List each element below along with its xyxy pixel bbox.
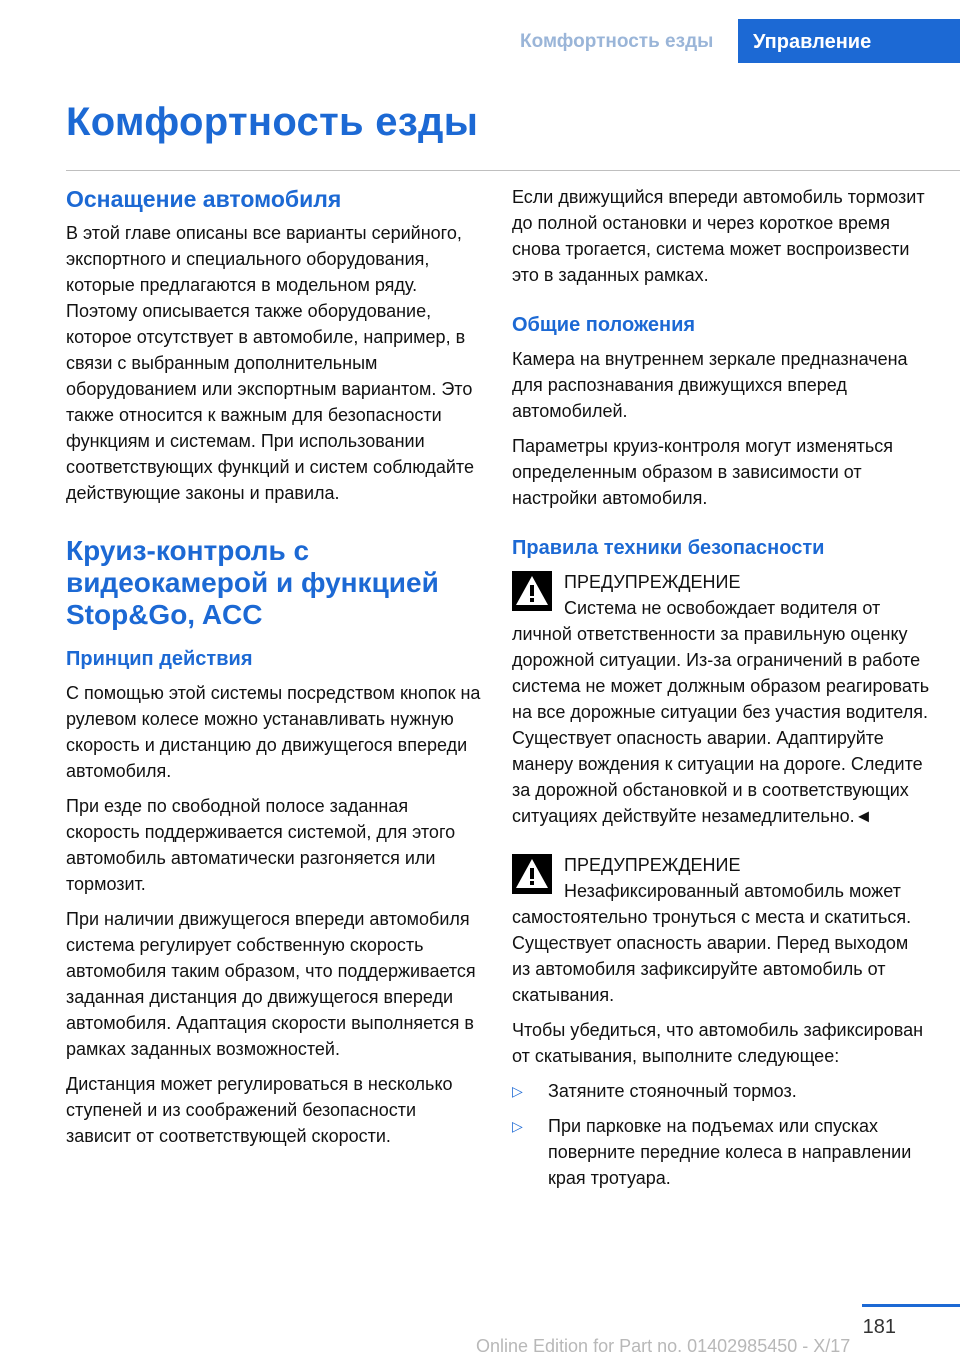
warning-block-1 [512,569,930,619]
list-item-text: Затяните стояночный тормоз. [548,1081,797,1101]
paragraph-general-1: Камера на внутреннем зеркале предназначена для распознавания движущихся вперед автомобилей. [512,349,908,421]
header-chapter-tab: Управление [738,19,960,63]
footer-edition: Online Edition for Part no. 01402985450 - X/17 [476,1336,851,1356]
right-column [512,184,930,1200]
warning-triangle-icon [512,854,552,894]
paragraph-principle-2: При езде по свободной полосе заданная скорость поддерживается системой, для этого автомобиль автоматически разгоняется или тормозит. [66,796,456,894]
subheading-safety: Правила техники безопасности [512,537,825,559]
section-heading-acc: Круиз-контроль с видеокамерой и функцией Stop&Go, ACC [66,535,439,630]
warning-text-2: Незафиксированный автомобиль может самостоятельно тронуться с места и скатиться. Существует опасность аварии. Перед выходом из автомобиля зафиксируйте автомобиль от скатывания. [512,881,912,1005]
page-number: 181 [862,1316,896,1338]
paragraph-principle-3: При наличии движущегося впереди автомобиля система регулирует собственную скорость автомобиля таким образом, что поддерживается заданная дистанция до движущегося впереди автомобиля. Адаптация скорости выполняется в рамках заданных возможностей. [66,909,476,1059]
header-section-title: Комфортность езды [520,31,714,52]
footer-accent-line [862,1304,960,1307]
running-header [0,19,960,63]
warning-block-2 [512,852,930,902]
warning-text-1: Система не освобождает водителя от личной ответственности за правильную оценку дорожной ситуации. Из-за ограничений в работе система не может должным образом реагировать на все дорожные ситуации без участия водителя. Существует опасность аварии. Адаптируйте манеру вождения к ситуации на дороге. Следите за дорожной обстановкой и в соответствующих ситуациях действуйте незамедлительно.◄ [512,598,930,826]
subheading-principle: Принцип действия [66,648,253,670]
paragraph-general-2: Параметры круиз-контроля могут изменяться определенным образом в зависимости от настройки автомобиля. [512,436,894,508]
list-item [512,1113,930,1191]
warning-triangle-icon [512,571,552,611]
paragraph-equipment: В этой главе описаны все варианты серийного, экспортного и специального оборудования, которые предлагаются в модельном ряду. Поэтому описывается также оборудование, которое отсутствует в автомобиле, например, в связи с выбранным дополнительным оборудованием или экспортным вариантом. Это также относится к важным для безопасности функциям и системам. При использовании соответствующих функций и систем соблюдайте действующие законы и правила. [66,223,474,503]
list-item [512,1078,930,1104]
instruction-list [512,1078,930,1191]
list-item-text: При парковке на подъемах или спусках поверните передние колеса в направлении края тротуара. [548,1116,912,1188]
triangle-bullet-icon: ▷ [512,1118,523,1134]
warning-label: ПРЕДУПРЕЖДЕНИЕ [564,572,741,592]
title-divider [66,170,960,171]
left-column [66,184,484,1158]
paragraph-secure-vehicle: Чтобы убедиться, что автомобиль зафиксирован от скатывания, выполните следующее: [512,1020,924,1066]
paragraph-principle-1: С помощью этой системы посредством кнопок на рулевом колесе можно устанавливать нужную скорость и дистанцию до движущегося впереди автомобиля. [66,683,481,781]
section-heading-equipment: Оснащение автомобиля [66,186,342,212]
triangle-bullet-icon: ▷ [512,1083,523,1099]
warning-label: ПРЕДУПРЕЖДЕНИЕ [564,855,741,875]
paragraph-stop-go: Если движущийся впереди автомобиль тормозит до полной остановки и через короткое время снова трогается, система может воспроизвести это в заданных рамках. [512,187,925,285]
subheading-general: Общие положения [512,314,696,336]
page-title: Комфортность езды [66,100,479,144]
paragraph-principle-4: Дистанция может регулироваться в несколько ступеней и из соображений безопасности зависит от соответствующей скорости. [66,1074,453,1146]
